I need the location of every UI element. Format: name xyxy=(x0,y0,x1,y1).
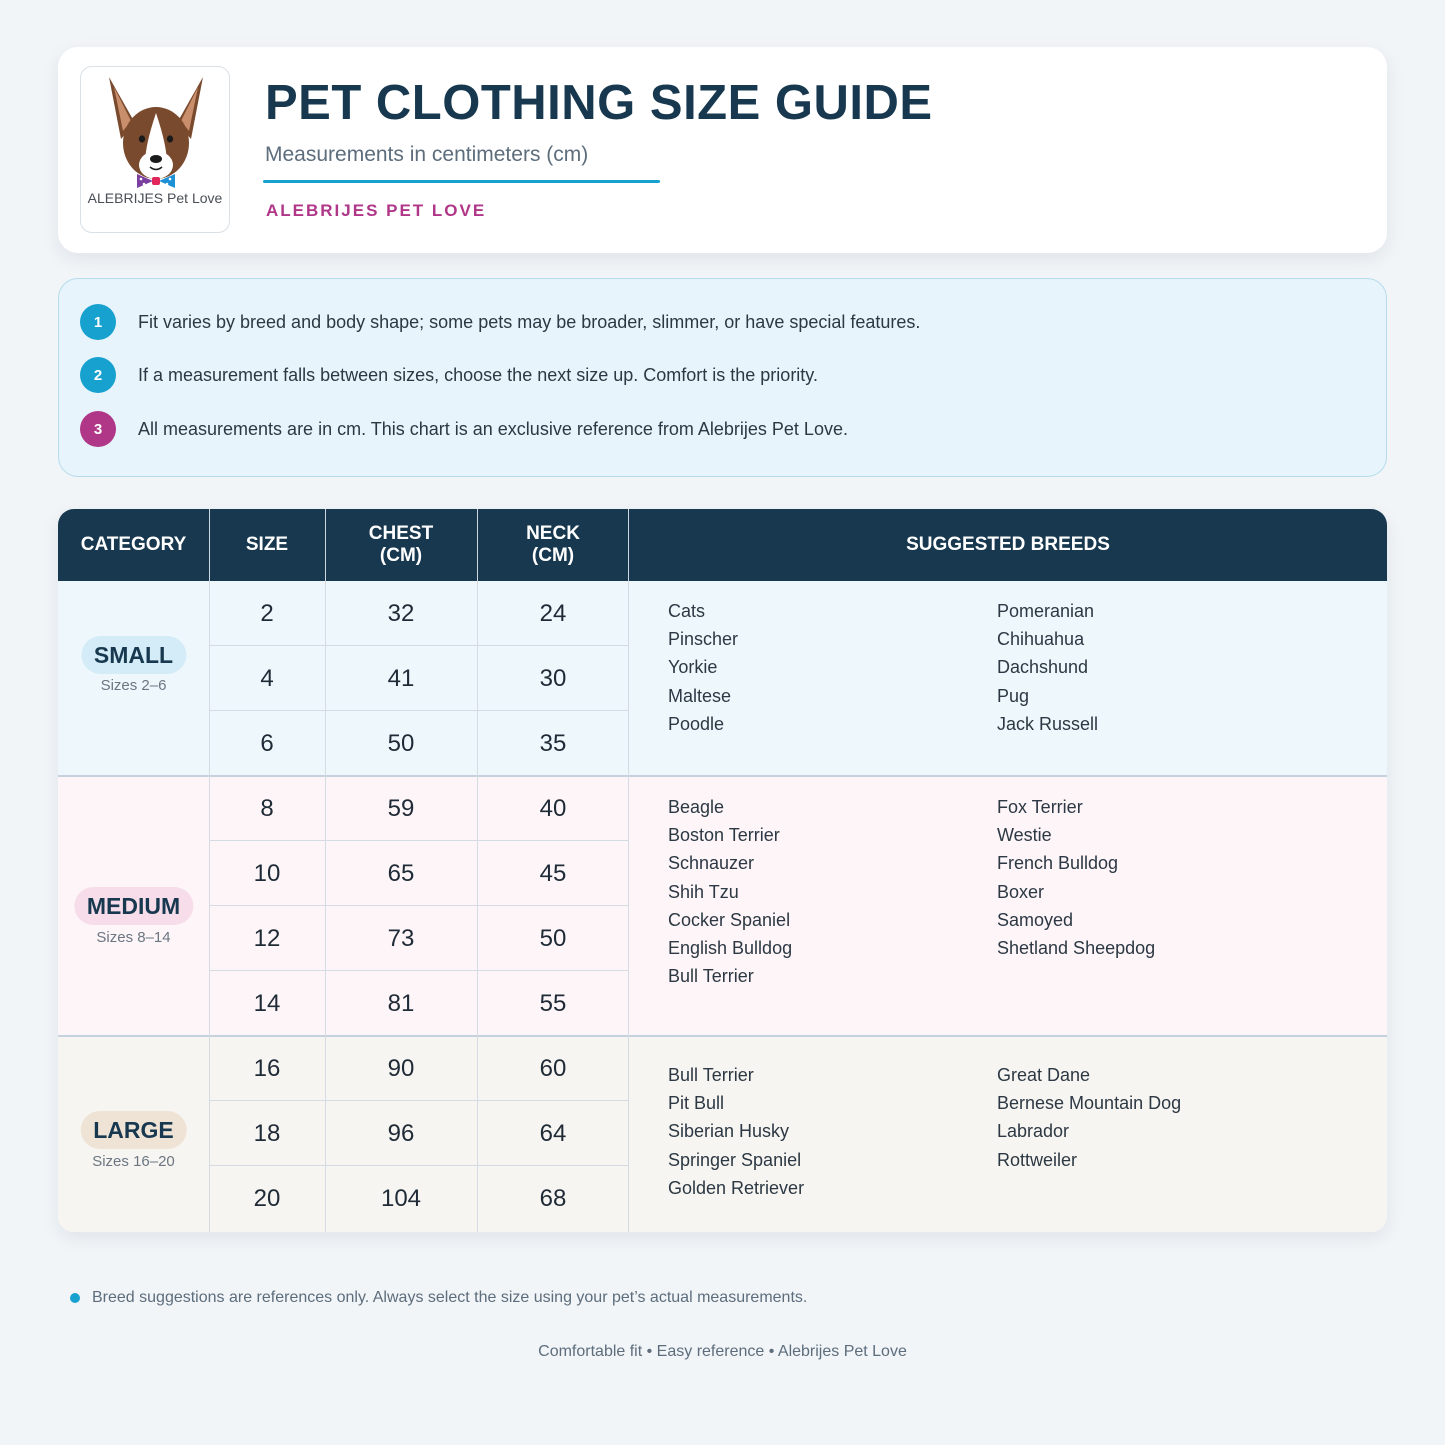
breed-item: Cats xyxy=(668,601,706,621)
table-row xyxy=(209,971,629,1036)
breed-item: Pit Bull xyxy=(668,1093,725,1114)
header-chest xyxy=(325,509,477,581)
breed-item: Labrador xyxy=(997,1121,1070,1142)
neck-value: 24 xyxy=(539,599,567,627)
category-badge: MEDIUM xyxy=(74,887,193,925)
breed-list-left xyxy=(668,793,792,990)
category-range: Sizes 16–20 xyxy=(92,1153,175,1170)
neck-value: 60 xyxy=(539,1054,567,1082)
page-subtitle: Measurements in centimeters (cm) xyxy=(265,143,589,166)
size-value: 16 xyxy=(253,1054,281,1082)
brand-logo xyxy=(80,66,230,233)
size-value: 6 xyxy=(260,729,274,757)
column-divider xyxy=(477,581,478,1232)
note-item xyxy=(80,357,818,393)
table-row xyxy=(209,906,629,971)
header-size: SIZE xyxy=(245,534,289,555)
neck-value: 35 xyxy=(539,729,567,757)
header-neck-label: NECK xyxy=(526,523,580,544)
group-divider xyxy=(58,1035,1387,1037)
note-number-badge: 3 xyxy=(80,411,116,447)
group-small xyxy=(58,581,1387,776)
table-header xyxy=(58,509,1387,581)
page-footer: Comfortable fit • Easy reference • Alebrijes Pet Love xyxy=(538,1343,907,1360)
breed-item: Boxer xyxy=(997,881,1045,902)
size-value: 10 xyxy=(253,859,281,887)
breed-list-right xyxy=(997,1061,1181,1174)
breed-item: Shih Tzu xyxy=(668,881,739,902)
category-badge: LARGE xyxy=(80,1111,187,1149)
neck-value: 40 xyxy=(539,794,567,822)
size-value: 12 xyxy=(253,924,281,952)
header-card xyxy=(58,47,1387,253)
group-divider xyxy=(58,775,1387,777)
chest-value: 73 xyxy=(387,924,415,952)
category-cell xyxy=(58,776,209,1036)
chest-value: 90 xyxy=(387,1054,415,1082)
chest-value: 96 xyxy=(387,1119,415,1147)
breed-item: Samoyed xyxy=(997,909,1074,930)
neck-value: 45 xyxy=(539,859,567,887)
note-text: Fit varies by breed and body shape; some pets may be broader, slimmer, or have special features. xyxy=(138,311,921,332)
category-cell xyxy=(58,1036,209,1232)
breed-item: English Bulldog xyxy=(668,938,793,959)
breed-item: Springer Spaniel xyxy=(668,1149,802,1170)
column-divider xyxy=(209,581,210,1232)
chest-value: 104 xyxy=(380,1184,422,1212)
header-breeds: SUGGESTED BREEDS xyxy=(906,534,1110,555)
breed-item: French Bulldog xyxy=(997,853,1119,874)
chest-value: 59 xyxy=(387,794,415,822)
table-row xyxy=(209,776,629,841)
breed-item: Westie xyxy=(997,825,1052,846)
chest-value: 41 xyxy=(387,664,415,692)
breed-item: Bernese Mountain Dog xyxy=(997,1093,1182,1114)
breed-list-right xyxy=(997,597,1098,738)
table-row xyxy=(209,1101,629,1166)
breed-item: Yorkie xyxy=(668,657,718,678)
breed-item: Bull Terrier xyxy=(668,1065,754,1085)
table-row xyxy=(209,646,629,711)
table-row xyxy=(209,711,629,776)
chest-value: 50 xyxy=(387,729,415,757)
note-text: All measurements are in cm. This chart is an exclusive reference from Alebrijes Pet Love. xyxy=(138,418,848,439)
breed-list-left xyxy=(668,1061,804,1202)
category-cell xyxy=(58,581,209,776)
breed-item: Shetland Sheepdog xyxy=(997,938,1156,959)
title-divider xyxy=(263,180,660,183)
neck-value: 50 xyxy=(539,924,567,952)
note-number-badge: 1 xyxy=(80,304,116,340)
header-chest-label: CHEST xyxy=(368,523,434,544)
note-text: If a measurement falls between sizes, choose the next size up. Comfort is the priority. xyxy=(138,364,818,385)
header-category: CATEGORY xyxy=(80,534,187,555)
breed-item: Pinscher xyxy=(668,629,739,650)
breed-item: Schnauzer xyxy=(668,853,755,874)
column-divider xyxy=(325,581,326,1232)
note-item xyxy=(80,304,920,340)
breed-item: Boston Terrier xyxy=(668,825,780,846)
header-neck-unit: (CM) xyxy=(531,545,575,566)
size-value: 8 xyxy=(260,794,274,822)
breed-item: Jack Russell xyxy=(997,713,1099,734)
group-medium xyxy=(58,776,1387,1036)
footnote-text: Breed suggestions are references only. Always select the size using your pet’s actual measurements. xyxy=(92,1289,808,1306)
notes-panel xyxy=(58,278,1387,477)
neck-value: 55 xyxy=(539,989,567,1017)
neck-value: 30 xyxy=(539,664,567,692)
size-value: 18 xyxy=(253,1119,281,1147)
size-value: 20 xyxy=(253,1184,281,1212)
column-divider xyxy=(628,581,629,1232)
category-range: Sizes 2–6 xyxy=(100,677,167,694)
breed-item: Cocker Spaniel xyxy=(668,909,791,930)
table-row xyxy=(209,1166,629,1231)
breed-item: Dachshund xyxy=(997,657,1089,678)
neck-value: 64 xyxy=(539,1119,567,1147)
category-badge: SMALL xyxy=(81,636,186,674)
logo-text: ALEBRIJES Pet Love xyxy=(87,190,223,206)
breed-list-right xyxy=(997,793,1155,962)
chest-value: 65 xyxy=(387,859,415,887)
breed-item: Pug xyxy=(997,685,1030,706)
size-value: 4 xyxy=(260,664,274,692)
table-row xyxy=(209,1036,629,1101)
breed-item: Maltese xyxy=(668,685,732,706)
size-table xyxy=(58,509,1387,1232)
table-row xyxy=(209,581,629,646)
breed-item: Fox Terrier xyxy=(997,797,1083,817)
breed-item: Chihuahua xyxy=(997,629,1085,650)
breed-item: Pomeranian xyxy=(997,601,1095,621)
note-item xyxy=(80,411,848,447)
breed-item: Poodle xyxy=(668,713,725,734)
breed-item: Golden Retriever xyxy=(668,1177,805,1198)
breed-item: Great Dane xyxy=(997,1065,1091,1085)
breed-item: Rottweiler xyxy=(997,1149,1078,1170)
bullet-dot-icon xyxy=(70,1293,80,1303)
neck-value: 68 xyxy=(539,1184,567,1212)
breed-item: Beagle xyxy=(668,797,725,817)
breed-item: Siberian Husky xyxy=(668,1121,790,1142)
footnote xyxy=(70,1289,807,1307)
group-large xyxy=(58,1036,1387,1232)
size-value: 14 xyxy=(253,989,281,1017)
breed-item: Bull Terrier xyxy=(668,966,754,987)
chest-value: 32 xyxy=(387,599,415,627)
size-value: 2 xyxy=(260,599,274,627)
header-chest-unit: (CM) xyxy=(379,545,423,566)
dog-logo-icon xyxy=(101,71,211,189)
category-range: Sizes 8–14 xyxy=(96,929,171,946)
page-title: PET CLOTHING SIZE GUIDE xyxy=(265,76,933,130)
brand-name: ALEBRIJES PET LOVE xyxy=(266,201,487,220)
breed-list-left xyxy=(668,597,738,738)
table-row xyxy=(209,841,629,906)
header-neck xyxy=(477,509,629,581)
note-number-badge: 2 xyxy=(80,357,116,393)
chest-value: 81 xyxy=(387,989,415,1017)
